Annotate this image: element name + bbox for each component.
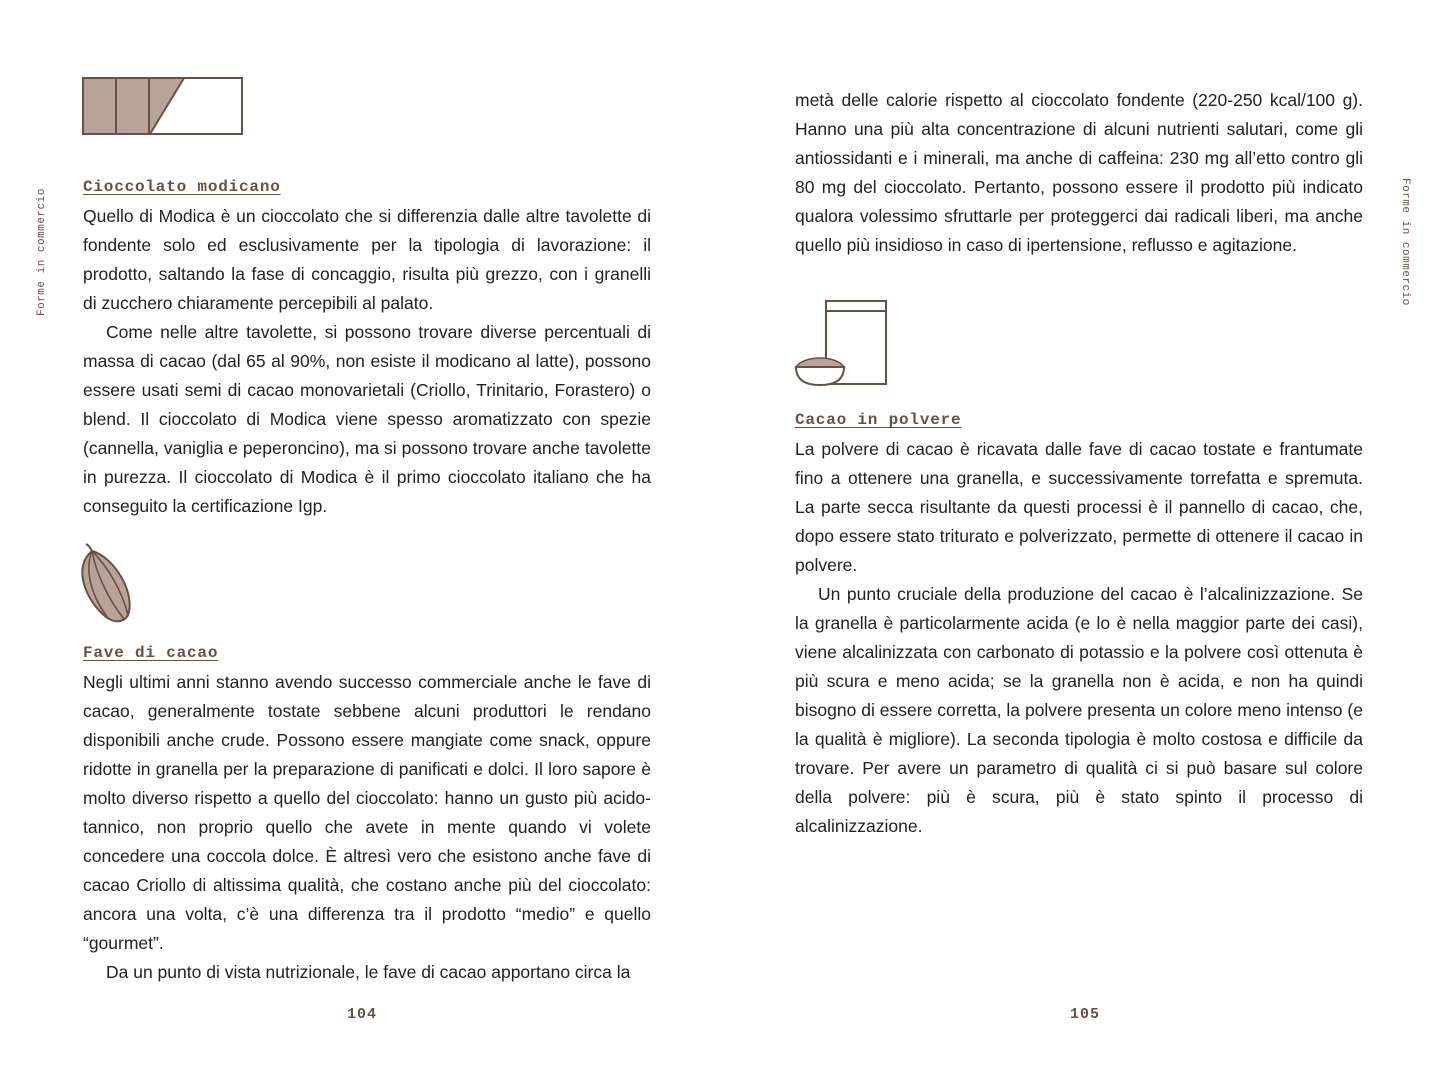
body-fave-di-cacao <box>83 668 651 987</box>
body-cioccolato-modicano <box>83 202 651 521</box>
heading-cioccolato-modicano: Cioccolato modicano <box>83 178 281 196</box>
running-head-right: Forme in commercio <box>1399 178 1411 306</box>
paragraph: La polvere di cacao è ricavata dalle fave di cacao tostate e frantumate fino a ottenere una granella, e successivamente torrefatta e spremuta. La parte secca risultante da questi processi è il pannello di cacao, che, dopo essere stato triturato e polverizzato, permette di ottenere il cacao in polvere. <box>795 439 1363 575</box>
left-page <box>0 0 722 1084</box>
paragraph: Da un punto di vista nutrizionale, le fave di cacao apportano circa la <box>106 962 631 982</box>
paragraph: Negli ultimi anni stanno avendo successo commerciale anche le fave di cacao, generalmente tostate sebbene alcuni produttori le rendano disponibili anche crude. Possono essere mangiate come snack, oppure ridotte in granella per la preparazione di panificati e dolci. Il loro sapore è molto diverso rispetto a quello del cioccolato: hanno un gusto più acido-tannico, non proprio quello che avete in mente quando vi volete concedere una coccola dolce. È altresì vero che esistono anche fave di cacao Criollo di altissima qualità, che costano anche più del cioccolato: ancora una volta, c’è una differenza tra il prodotto “medio” e quello “gourmet”. <box>83 672 651 953</box>
right-page <box>722 0 1445 1084</box>
body-continuation <box>795 86 1363 260</box>
cocoa-powder-jar-icon <box>794 299 890 387</box>
heading-fave-di-cacao: Fave di cacao <box>83 644 219 662</box>
page-number-left: 104 <box>347 1006 378 1023</box>
cocoa-pod-icon <box>78 543 136 623</box>
body-cacao-in-polvere <box>795 435 1363 841</box>
paragraph: Come nelle altre tavolette, si possono trovare diverse percentuali di massa di cacao (dal 65 al 90%, non esiste il modicano al latte), possono essere usati semi di cacao monovarietali (Criollo, Trinitario, Forastero) o blend. Il cioccolato di Modica viene spesso aromatizzato con spezie (cannella, vaniglia e peperoncino), ma si possono trovare anche tavolette in purezza. Il cioccolato di Modica è il primo cioccolato italiano che ha conseguito la certificazione Igp. <box>83 322 651 516</box>
paragraph: Quello di Modica è un cioccolato che si differenzia dalle altre tavolette di fondente solo ed esclusivamente per la tipologia di lavorazione: il prodotto, saltando la fase di concaggio, risulta più grezzo, con i granelli di zucchero chiaramente percepibili al palato. <box>83 206 651 313</box>
paragraph: Un punto cruciale della produzione del cacao è l’alcalinizzazione. Se la granella è particolarmente acida (e lo è nella maggior parte dei casi), viene alcalinizzata con carbonato di potassio e la polvere così ottenuta è più scura e meno acida; se la granella non è acida, e non ha quindi bisogno di essere corretta, la polvere presenta un colore meno intenso (e la qualità è migliore). La seconda tipologia è molto costosa e difficile da trovare. Per avere un parametro di qualità ci si può basare sul colore della polvere: più è scura, più è stato spinto il processo di alcalinizzazione. <box>795 584 1363 836</box>
heading-cacao-in-polvere: Cacao in polvere <box>795 411 962 429</box>
paragraph: metà delle calorie rispetto al cioccolato fondente (220-250 kcal/100 g). Hanno una più alta concentrazione di alcuni nutrienti salutari, come gli antiossidanti e i minerali, ma anche di caffeina: 230 mg all’etto contro gli 80 mg del cioccolato. Pertanto, possono essere il prodotto più indicato qualora volessimo sfruttarle per proteggerci dai radicali liberi, ma anche quello più insidioso in caso di ipertensione, reflusso e agitazione. <box>795 90 1363 255</box>
running-head-left: Forme in commercio <box>36 188 48 316</box>
page-number-right: 105 <box>1070 1006 1101 1023</box>
chocolate-bar-icon <box>82 77 244 137</box>
